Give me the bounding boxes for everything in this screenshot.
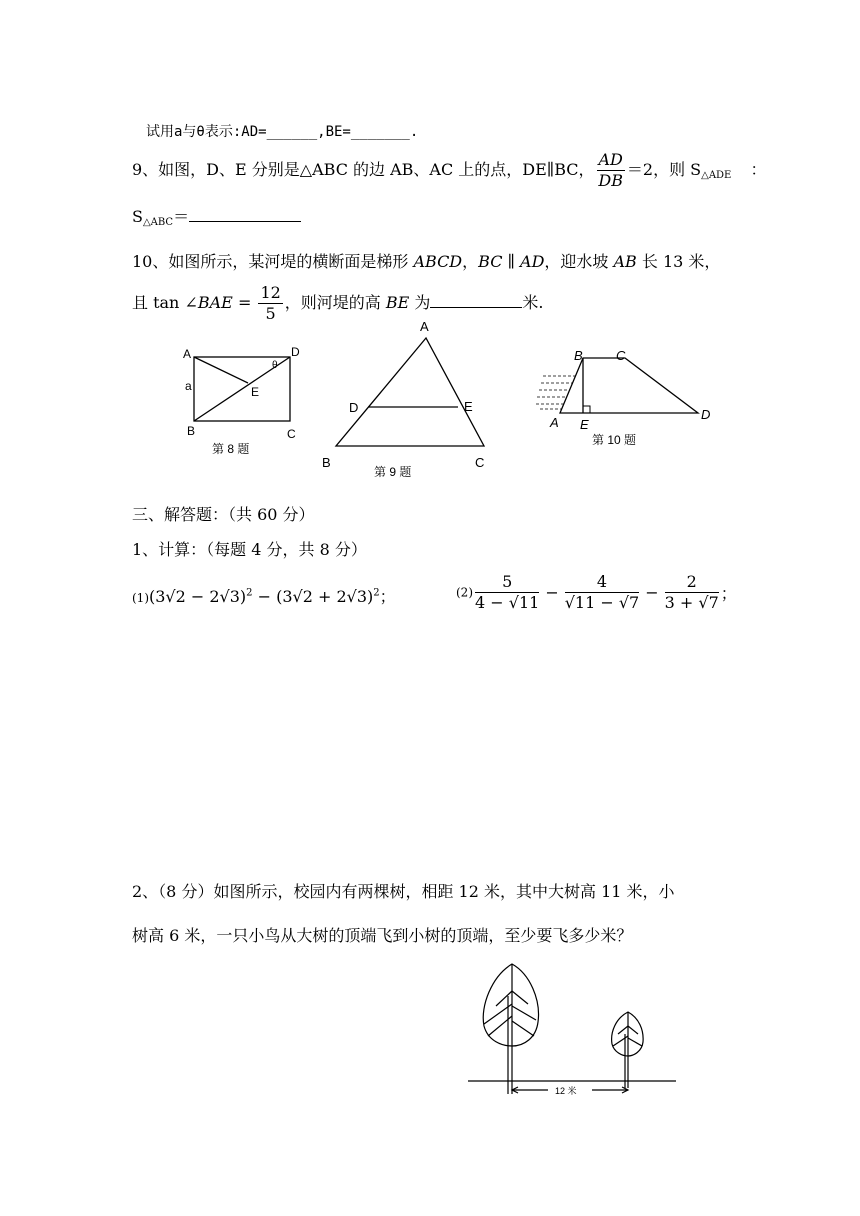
- fig9-label-D: D: [349, 400, 359, 415]
- fig9-caption: 第 9 题: [374, 465, 412, 479]
- q10-bcad: BC ∥ AD: [478, 252, 545, 271]
- figure-10: [530, 340, 720, 452]
- q9-frac-num: AD: [598, 150, 623, 169]
- p1-2-f2-num: 4: [565, 572, 640, 593]
- q10-ab: AB: [613, 252, 637, 271]
- p1-2-fraction-1: [475, 572, 539, 613]
- fig8-label-B: B: [187, 424, 196, 438]
- q10-text-c: 长 13 米，: [636, 252, 721, 271]
- fig10-label-D: D: [701, 407, 711, 422]
- fig10-label-B: B: [574, 348, 583, 363]
- problem-1-title: 1、计算：（每题 4 分，共 8 分）: [132, 540, 367, 559]
- q10-text-d: 且 tan ∠: [132, 293, 198, 312]
- fig8-label-A: A: [183, 347, 192, 361]
- fig10-label-E: E: [580, 417, 589, 432]
- q9-line1: [132, 150, 766, 191]
- p1-2-end: ；: [720, 584, 737, 603]
- q10-abcd: ABCD: [413, 252, 463, 271]
- q9-s2: S: [132, 207, 143, 226]
- tree-figure: [462, 956, 684, 1106]
- q9-frac-den: DB: [598, 171, 623, 190]
- problem-1-part-2: [456, 572, 737, 613]
- problem-2-line1: 2、（8 分）如图所示，校园内有两棵树，相距 12 米，其中大树高 11 米，小: [132, 882, 675, 901]
- fig8-label-E: E: [251, 385, 260, 399]
- p1-1-expr-b: (3√2 + 2√3): [276, 587, 374, 606]
- q10-text-f: 为: [409, 293, 431, 312]
- q9-line2: [132, 204, 301, 228]
- big-tree: [483, 964, 538, 1094]
- fig8-label-a: a: [185, 379, 192, 393]
- figure-8: [176, 340, 316, 460]
- q10-frac-num: 12: [260, 283, 281, 302]
- p1-2-f1-num: 5: [475, 572, 539, 593]
- q10-text-g: 米.: [522, 293, 544, 312]
- problem-1-part-1: [132, 584, 396, 607]
- p1-2-minus-2: −: [645, 583, 659, 602]
- p1-1-expr-a: (3√2 − 2√3): [149, 587, 247, 606]
- section-3-heading: 三、解答题：（共 60 分）: [132, 505, 315, 524]
- fig8-label-theta: θ: [272, 360, 278, 371]
- q10-bae: BAE: [197, 293, 233, 312]
- q9-colon: ：: [750, 160, 767, 179]
- p1-1-label: (1): [132, 591, 149, 605]
- distance-label: 12 米: [555, 1086, 577, 1096]
- fig9-label-C: C: [475, 455, 485, 470]
- q10-tan-fraction: [258, 283, 282, 324]
- q8-answer-line: 试用a与θ表示:AD=______,BE=_______.: [146, 124, 419, 140]
- q10-be: BE: [385, 293, 410, 312]
- fig8-label-C: C: [287, 427, 296, 441]
- figure-9: [316, 316, 496, 484]
- p1-1-end: ；: [379, 587, 396, 606]
- p1-2-fraction-3: [665, 572, 719, 613]
- p1-2-f2-den: √11 − √7: [564, 593, 640, 612]
- q10-eqsign: =: [232, 293, 257, 312]
- p1-1-exp-b: 2: [373, 587, 380, 599]
- fig9-label-A: A: [420, 319, 429, 334]
- p1-1-exp-a: 2: [246, 587, 253, 599]
- q9-sub-ade: △ADE: [701, 170, 732, 181]
- q10-line1: [132, 249, 720, 272]
- small-tree: [612, 1012, 644, 1088]
- fig10-label-C: C: [616, 348, 626, 363]
- q10-text-a: 10、如图所示，某河堤的横断面是梯形: [132, 252, 414, 271]
- p1-2-fraction-2: [565, 572, 640, 613]
- p1-1-minus: −: [252, 587, 277, 606]
- fig9-label-B: B: [322, 455, 331, 470]
- p1-2-f3-num: 2: [665, 572, 719, 593]
- fig9-triangle: [336, 338, 484, 446]
- q10-answer-blank[interactable]: [430, 293, 522, 308]
- p1-2-minus-1: −: [545, 583, 559, 602]
- q9-eq: ＝: [173, 207, 190, 226]
- p1-2-f3-den: 3 + √7: [664, 593, 719, 612]
- q10-sep: ，: [462, 252, 479, 271]
- q10-text-b: ，迎水坡: [544, 252, 614, 271]
- fig10-trapezoid: [560, 358, 698, 413]
- problem-2-line2: 树高 6 米，一只小鸟从大树的顶端飞到小树的顶端，至少要飞多少米？: [132, 926, 633, 945]
- q9-sub-abc: △ABC: [142, 217, 174, 228]
- q9-ratio-fraction: [597, 150, 625, 191]
- q10-text-e: ，则河堤的高: [284, 293, 386, 312]
- fig10-right-angle-mark: [583, 406, 590, 413]
- q10-frac-den: 5: [265, 304, 276, 323]
- fig10-caption: 第 10 题: [592, 433, 637, 447]
- q9-mid: ＝2，则 S: [626, 160, 702, 179]
- p1-2-label: (2): [456, 585, 473, 600]
- p1-2-f1-den: 4 − √11: [475, 593, 540, 612]
- q9-prefix: 9、如图，D、E 分别是△ABC 的边 AB、AC 上的点，DE∥BC，: [132, 160, 595, 179]
- fig10-label-A: A: [550, 415, 559, 430]
- fig8-label-D: D: [291, 345, 300, 359]
- fig8-segment-ae: [194, 357, 248, 383]
- fig9-label-E: E: [464, 399, 473, 414]
- q9-answer-blank[interactable]: [189, 207, 301, 222]
- fig8-caption: 第 8 题: [212, 442, 250, 456]
